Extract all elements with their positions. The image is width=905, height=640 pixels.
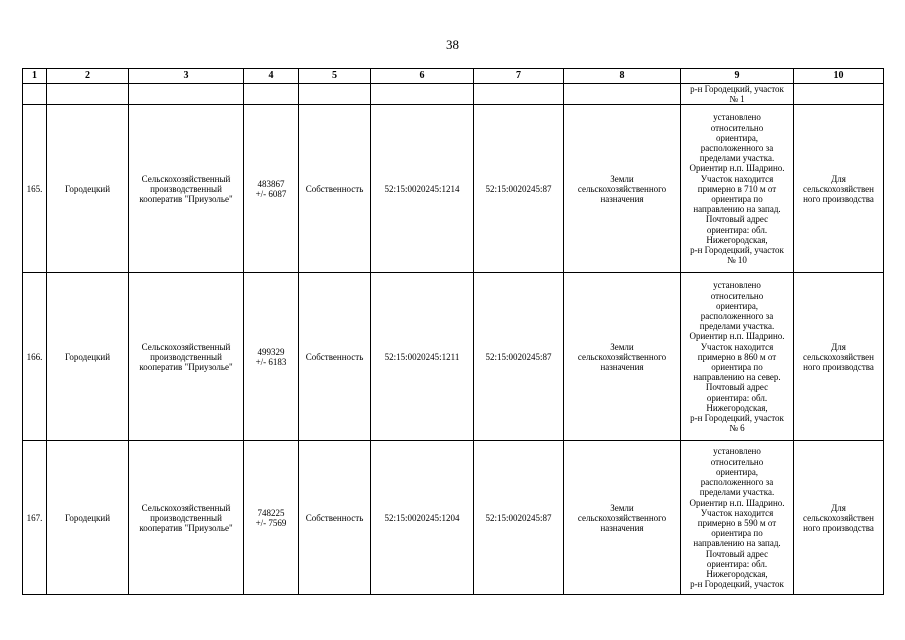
table-row — [23, 441, 884, 595]
permitted-use-cell: Для сельскохозяйствен ного производства — [794, 273, 884, 441]
empty-cell — [794, 84, 884, 105]
empty-cell — [47, 84, 129, 105]
empty-cell — [129, 84, 244, 105]
area-cell: 748225 +/- 7569 — [244, 441, 299, 595]
area-cell: 483867 +/- 6087 — [244, 105, 299, 273]
column-header: 2 — [47, 69, 129, 84]
header-row — [23, 69, 884, 84]
empty-cell — [564, 84, 681, 105]
parent-cadastral-number-cell: 52:15:0020245:87 — [474, 273, 564, 441]
cadastral-number-cell: 52:15:0020245:1204 — [371, 441, 474, 595]
row-number-cell: 166. — [23, 273, 47, 441]
empty-cell — [371, 84, 474, 105]
owner-cell: Сельскохозяйственный производственный кооператив "Приузолье" — [129, 105, 244, 273]
page-number: 38 — [446, 37, 459, 52]
column-header: 8 — [564, 69, 681, 84]
district-cell: Городецкий — [47, 273, 129, 441]
column-header: 9 — [681, 69, 794, 84]
land-category-cell: Земли сельскохозяйственного назначения — [564, 273, 681, 441]
table-row — [23, 273, 884, 441]
column-header: 1 — [23, 69, 47, 84]
permitted-use-cell: Для сельскохозяйствен ного производства — [794, 441, 884, 595]
land-registry-table — [22, 68, 884, 595]
permitted-use-cell: Для сельскохозяйствен ного производства — [794, 105, 884, 273]
location-cell: р-н Городецкий, участок № 1 — [681, 84, 794, 105]
empty-cell — [23, 84, 47, 105]
row-number-cell: 167. — [23, 441, 47, 595]
empty-cell — [299, 84, 371, 105]
location-cell: установлено относительно ориентира, расположенного за пределами участка. Ориентир н.п. Шадрино. Участок находится примерно в 860 м от ориентира по направлению на север. Почтовый адрес ориентира: обл. Нижегородская, р-н Городецкий, участок № 6 — [681, 273, 794, 441]
empty-cell — [474, 84, 564, 105]
district-cell: Городецкий — [47, 441, 129, 595]
column-header: 6 — [371, 69, 474, 84]
owner-cell: Сельскохозяйственный производственный кооператив "Приузолье" — [129, 273, 244, 441]
location-cell: установлено относительно ориентира, расположенного за пределами участка. Ориентир н.п. Шадрино. Участок находится примерно в 710 м от ориентира по направлению на запад. Почтовый адрес ориентира: обл. Нижегородская, р-н Городецкий, участок № 10 — [681, 105, 794, 273]
land-category-cell: Земли сельскохозяйственного назначения — [564, 105, 681, 273]
right-type-cell: Собственность — [299, 273, 371, 441]
column-header: 7 — [474, 69, 564, 84]
parent-cadastral-number-cell: 52:15:0020245:87 — [474, 105, 564, 273]
right-type-cell: Собственность — [299, 105, 371, 273]
cadastral-number-cell: 52:15:0020245:1211 — [371, 273, 474, 441]
parent-cadastral-number-cell: 52:15:0020245:87 — [474, 441, 564, 595]
land-category-cell: Земли сельскохозяйственного назначения — [564, 441, 681, 595]
district-cell: Городецкий — [47, 105, 129, 273]
column-header: 3 — [129, 69, 244, 84]
table-row — [23, 105, 884, 273]
cadastral-number-cell: 52:15:0020245:1214 — [371, 105, 474, 273]
owner-cell: Сельскохозяйственный производственный кооператив "Приузолье" — [129, 441, 244, 595]
right-type-cell: Собственность — [299, 441, 371, 595]
empty-cell — [244, 84, 299, 105]
location-cell: установлено относительно ориентира, расположенного за пределами участка. Ориентир н.п. Шадрино. Участок находится примерно в 590 м от ориентира по направлению на запад. Почтовый адрес ориентира: обл. Нижегородская, р-н Городецкий, участок — [681, 441, 794, 595]
column-header: 4 — [244, 69, 299, 84]
column-header: 5 — [299, 69, 371, 84]
column-header: 10 — [794, 69, 884, 84]
row-number-cell: 165. — [23, 105, 47, 273]
area-cell: 499329 +/- 6183 — [244, 273, 299, 441]
continuation-row — [23, 84, 884, 105]
